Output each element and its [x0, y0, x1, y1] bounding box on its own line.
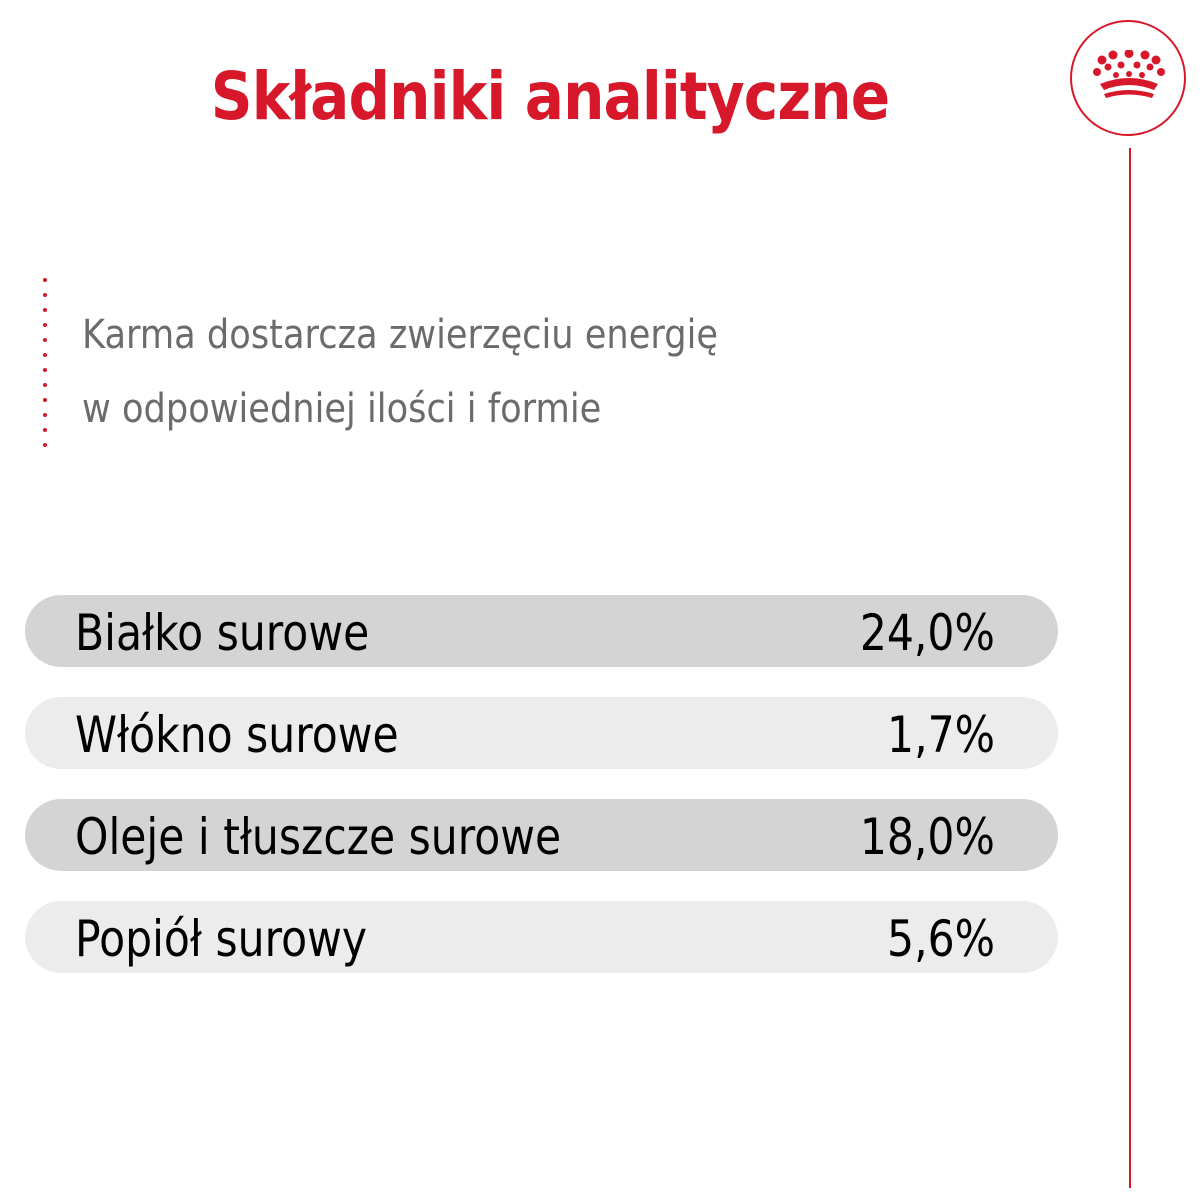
nutrient-label: Białko surowe	[75, 604, 370, 662]
nutrient-row-fat	[25, 799, 1058, 871]
divider-dot	[43, 308, 47, 312]
subtitle-line-1: Karma dostarcza zwierzęciu energię	[82, 312, 719, 358]
subtitle	[82, 298, 718, 446]
nutrient-label: Oleje i tłuszcze surowe	[75, 808, 562, 866]
nutrient-table	[25, 595, 1058, 1003]
divider-dot	[43, 413, 47, 417]
nutrient-row-ash	[25, 901, 1058, 973]
divider-dot	[43, 398, 47, 402]
divider-dot	[43, 443, 47, 447]
subtitle-line-2: w odpowiedniej ilości i formie	[82, 386, 602, 432]
dotted-divider	[43, 278, 47, 460]
divider-dot	[43, 323, 47, 327]
divider-dot	[43, 428, 47, 432]
nutrient-value: 5,6%	[887, 910, 995, 968]
nutrient-label: Włókno surowe	[75, 706, 399, 764]
nutrient-value: 24,0%	[859, 604, 995, 662]
vertical-accent-line	[1129, 148, 1131, 1188]
divider-dot	[43, 338, 47, 342]
brand-logo	[1070, 20, 1186, 136]
nutrient-value: 1,7%	[887, 706, 995, 764]
divider-dot	[43, 383, 47, 387]
divider-dot	[43, 368, 47, 372]
nutrient-row-protein	[25, 595, 1058, 667]
divider-dot	[43, 353, 47, 357]
divider-dot	[43, 278, 47, 282]
nutrient-label: Popiół surowy	[75, 910, 368, 968]
divider-dot	[43, 293, 47, 297]
crown-icon	[1092, 50, 1166, 106]
page-title: Składniki analityczne	[210, 58, 890, 135]
nutrient-value: 18,0%	[859, 808, 995, 866]
nutrient-row-fiber	[25, 697, 1058, 769]
